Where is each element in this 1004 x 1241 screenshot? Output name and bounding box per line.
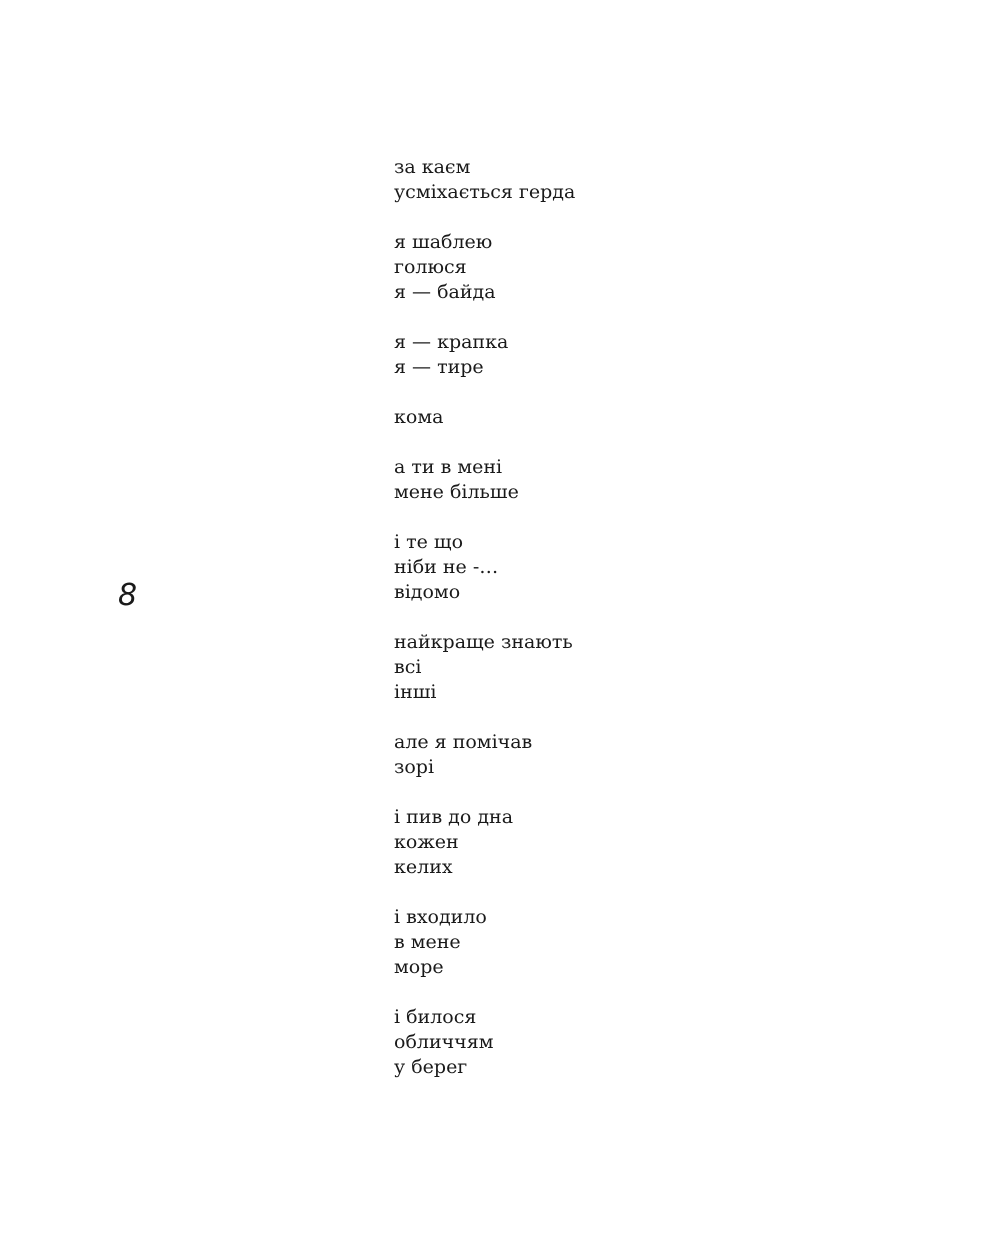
stanza: [394, 905, 914, 980]
stanza: [394, 1005, 914, 1080]
poem-line: в мене: [394, 931, 461, 953]
poem-line: і пив до дна: [394, 806, 514, 828]
poem-line: і те що: [394, 531, 464, 553]
poem-line: мене більше: [394, 481, 519, 503]
poem-line: а ти в мені: [394, 456, 503, 478]
poem-line: келих: [394, 856, 453, 878]
poem-line: я — крапка: [394, 331, 509, 353]
poem-line: але я помічав: [394, 731, 533, 753]
poem-line: і билося: [394, 1006, 477, 1028]
poem-line: відомо: [394, 581, 461, 603]
poem-line: я — тире: [394, 356, 484, 378]
poem-line: ніби не -…: [394, 556, 499, 578]
poem-line: у берег: [394, 1056, 468, 1078]
poem-line: зорі: [394, 756, 435, 778]
poem-line: усміхається герда: [394, 181, 576, 203]
poem-line: всі: [394, 656, 422, 678]
stanza: [394, 630, 914, 705]
poem-line: найкраще знають: [394, 631, 573, 653]
poem-line: інші: [394, 681, 437, 703]
poem-line: голюся: [394, 256, 467, 278]
stanza: [394, 155, 914, 205]
poem-line: море: [394, 956, 444, 978]
poem-line: я — байда: [394, 281, 496, 303]
poem-line: я шаблею: [394, 231, 493, 253]
poem-line: кожен: [394, 831, 459, 853]
page-number: 8: [118, 578, 138, 613]
poem-line: за каєм: [394, 156, 471, 178]
stanza: [394, 455, 914, 505]
poem-line: обличчям: [394, 1031, 494, 1053]
stanza: [394, 730, 914, 780]
poem-line: кома: [394, 406, 444, 428]
stanza: [394, 805, 914, 880]
stanza: [394, 405, 914, 430]
poem-line: і входило: [394, 906, 487, 928]
stanza: [394, 330, 914, 380]
stanza: [394, 230, 914, 305]
stanza: [394, 530, 914, 605]
poem: [394, 155, 914, 1105]
